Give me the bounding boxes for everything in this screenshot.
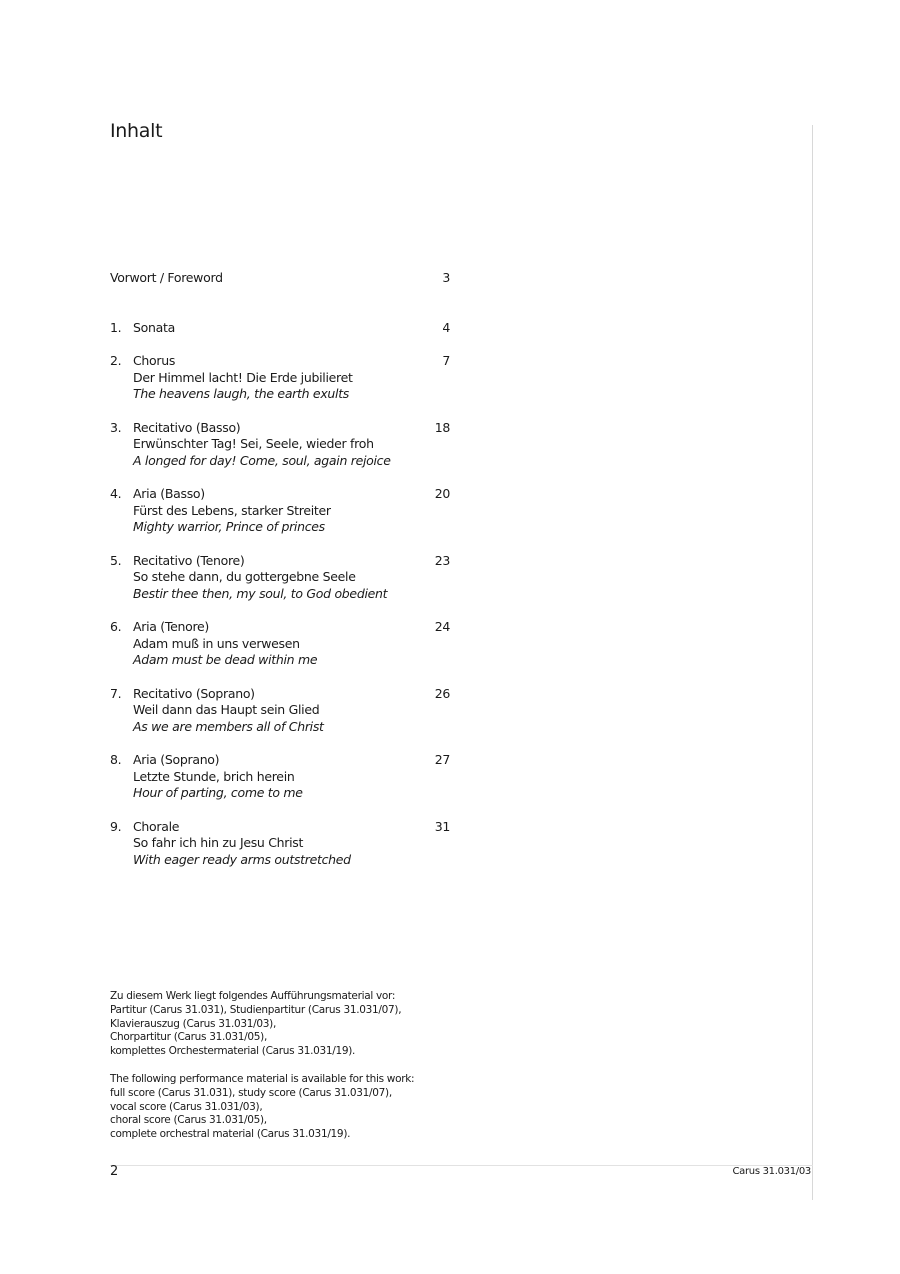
toc-entry-number: 8. (110, 752, 122, 767)
toc-entry-number: 1. (110, 319, 122, 335)
toc-entry-heading: Aria (Soprano) (133, 752, 220, 767)
material-line: komplettes Orchestermaterial (Carus 31.031/19). (110, 1045, 356, 1058)
footer-catalog-code: Carus 31.031/03 (732, 1166, 811, 1177)
toc-entry-8 (110, 752, 455, 802)
toc-foreword-page: 3 (442, 270, 450, 285)
toc-foreword-label: Vorwort / Foreword (110, 270, 223, 285)
toc-entry-english-title: Bestir thee then, my soul, to God obedient (133, 585, 388, 601)
toc-entry-german-title: Weil dann das Haupt sein Glied (133, 702, 320, 717)
toc-entry-1 (110, 320, 455, 337)
footer-rule (110, 1165, 813, 1166)
performance-material-note (110, 990, 510, 1156)
toc-entry-2 (110, 353, 455, 403)
toc-entry-english-title: With eager ready arms outstretched (133, 851, 351, 867)
material-line: Zu diesem Werk liegt folgendes Aufführungsmaterial vor: (110, 990, 396, 1002)
toc-entry-page: 27 (434, 752, 450, 767)
material-line: The following performance material is available for this work: (110, 1072, 415, 1085)
toc-entry-number: 2. (110, 353, 122, 368)
toc-entry-german-title: So fahr ich hin zu Jesu Christ (133, 835, 304, 850)
toc-entry-german-title: Adam muß in uns verwesen (133, 635, 300, 651)
toc-entry-page: 7 (442, 353, 450, 368)
page-title: Inhalt (110, 120, 163, 142)
toc-entry-heading: Aria (Tenore) (133, 619, 209, 634)
toc-entry-english-title: Mighty warrior, Prince of princes (133, 519, 325, 534)
vertical-rule (812, 125, 813, 1200)
toc-entry-7 (110, 686, 455, 736)
toc-entry-number: 6. (110, 619, 122, 634)
toc-foreword (110, 270, 455, 287)
toc-entry-page: 24 (434, 619, 450, 634)
toc-entry-heading: Recitativo (Basso) (133, 419, 241, 435)
toc-entry-page: 18 (434, 419, 450, 435)
toc-entry-german-title: Erwünschter Tag! Sei, Seele, wieder froh (133, 436, 374, 451)
toc-entry-number: 4. (110, 486, 122, 501)
toc-entry-english-title: The heavens laugh, the earth exults (133, 386, 350, 401)
toc-entry-number: 5. (110, 552, 122, 568)
material-line: Partitur (Carus 31.031), Studienpartitur (Carus 31.031/07), (110, 1003, 402, 1016)
material-line: full score (Carus 31.031), study score (Carus 31.031/07), (110, 1086, 392, 1099)
toc-entry-english-title: Adam must be dead within me (133, 652, 318, 667)
toc-entry-4 (110, 486, 455, 536)
toc-entry-page: 26 (434, 685, 450, 701)
toc-entry-number: 3. (110, 419, 122, 435)
toc-entry-german-title: So stehe dann, du gottergebne Seele (133, 569, 356, 584)
toc-entry-heading: Recitativo (Soprano) (133, 685, 255, 701)
toc-entry-german-title: Der Himmel lacht! Die Erde jubilieret (133, 369, 353, 385)
table-of-contents (110, 270, 455, 885)
material-line: Chorpartitur (Carus 31.031/05), (110, 1031, 268, 1044)
material-line: complete orchestral material (Carus 31.031/19). (110, 1128, 351, 1141)
toc-entry-heading: Recitativo (Tenore) (133, 552, 245, 568)
material-english (110, 1073, 510, 1142)
material-german (110, 990, 510, 1059)
toc-entry-heading: Aria (Basso) (133, 486, 205, 501)
toc-entry-german-title: Fürst des Lebens, starker Streiter (133, 502, 331, 518)
toc-entry-3 (110, 420, 455, 470)
toc-entry-number: 9. (110, 818, 122, 834)
toc-entry-page: 23 (434, 552, 450, 568)
material-line: Klavierauszug (Carus 31.031/03), (110, 1017, 276, 1030)
toc-entry-english-title: Hour of parting, come to me (133, 785, 303, 800)
material-line: vocal score (Carus 31.031/03), (110, 1100, 263, 1113)
material-line: choral score (Carus 31.031/05), (110, 1114, 267, 1127)
toc-entry-german-title: Letzte Stunde, brich herein (133, 768, 295, 784)
toc-entry-page: 20 (434, 486, 450, 501)
toc-entry-heading: Chorale (133, 818, 180, 834)
toc-entry-5 (110, 553, 455, 603)
toc-entry-heading: Chorus (133, 353, 176, 368)
toc-entry-9 (110, 819, 455, 869)
toc-entry-6 (110, 619, 455, 669)
toc-entry-page: 4 (442, 319, 450, 335)
toc-entry-heading: Sonata (133, 319, 175, 335)
toc-entry-english-title: A longed for day! Come, soul, again rejoice (133, 452, 391, 468)
toc-entry-english-title: As we are members all of Christ (133, 718, 324, 734)
toc-entry-number: 7. (110, 685, 122, 701)
footer-page-number: 2 (110, 1164, 119, 1179)
toc-entry-page: 31 (434, 818, 450, 834)
